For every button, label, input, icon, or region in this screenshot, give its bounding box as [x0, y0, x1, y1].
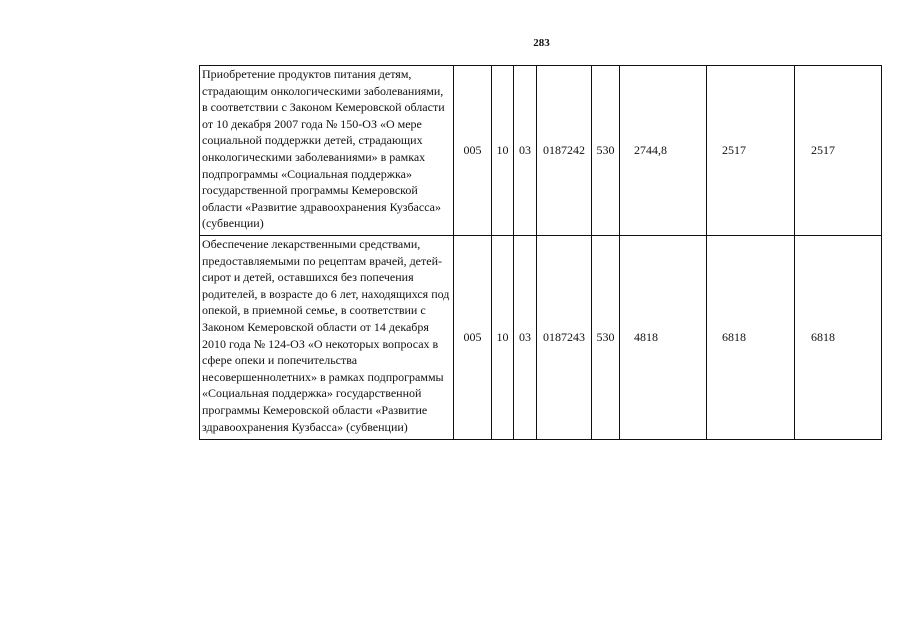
target-article-code: 0187243 — [537, 236, 592, 440]
department-code: 005 — [454, 236, 492, 440]
amount-year-1: 2744,8 — [620, 66, 707, 236]
amount-year-2: 6818 — [707, 236, 795, 440]
department-code: 005 — [454, 66, 492, 236]
budget-table — [199, 65, 882, 440]
amount-year-1: 4818 — [620, 236, 707, 440]
expense-type-code: 530 — [592, 236, 620, 440]
table-row — [200, 236, 882, 440]
target-article-code: 0187242 — [537, 66, 592, 236]
page-number: 283 — [533, 37, 550, 49]
row-description: Обеспечение лекарственными средствами, предоставляемыми по рецептам врачей, детей-сирот и детей, оставшихся без попечения родителей, в возрасте до 6 лет, находящихся под опекой, в приемной семье, в соответствии с Законом Кемеровской области от 14 декабря 2010 года № 124-ОЗ «О некоторых вопросах в сфере опеки и попечительства несовершеннолетних» в рамках подпрограммы «Социальная поддержка» государственной программы Кемеровской области «Развитие здравоохранения Кузбасса» (субвенции) — [200, 236, 454, 440]
table-row — [200, 66, 882, 236]
amount-year-3: 2517 — [795, 66, 882, 236]
subsection-code: 03 — [514, 236, 537, 440]
section-code: 10 — [492, 66, 514, 236]
subsection-code: 03 — [514, 66, 537, 236]
row-description: Приобретение продуктов питания детям, страдающим онкологическими заболеваниями, в соответствии с Законом Кемеровской области от 10 декабря 2007 года № 150-ОЗ «О мере социальной поддержки детей, страдающих онкологическими заболеваниями» в рамках подпрограммы «Социальная поддержка» государственной программы Кемеровской области «Развитие здравоохранения Кузбасса» (субвенции) — [200, 66, 454, 236]
amount-year-3: 6818 — [795, 236, 882, 440]
expense-type-code: 530 — [592, 66, 620, 236]
section-code: 10 — [492, 236, 514, 440]
amount-year-2: 2517 — [707, 66, 795, 236]
